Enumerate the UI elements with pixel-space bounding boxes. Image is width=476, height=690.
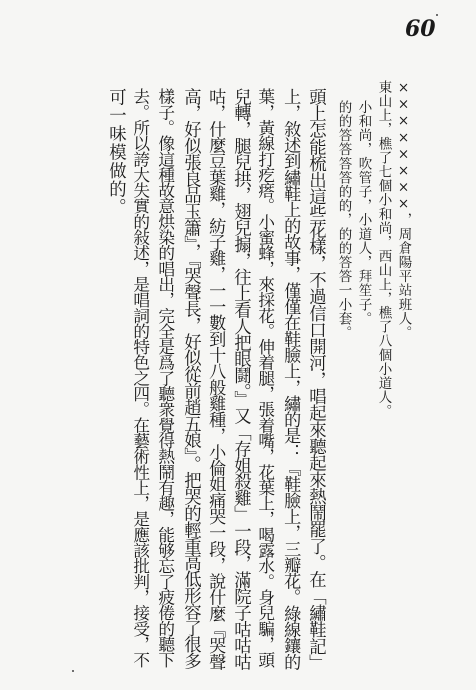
scan-speck — [72, 670, 74, 672]
scan-speck — [436, 14, 438, 16]
page-number: 60 — [405, 16, 436, 42]
verse-line-1: ××××××××，周倉陽平站班人。 — [395, 80, 412, 340]
body-line-3: 葉，黃線打疙瘩。小蜜蜂，來採花。伸着腿，張着嘴，花葉上，喝露水。身兒騙，頭 — [255, 88, 275, 668]
body-line-9: 可一味模做的。 — [105, 88, 126, 217]
verse-line-2: 東山上，樵了七個小和尚，西山上，樵了八個小道人。 — [375, 80, 392, 419]
body-line-5: 咕，什麼豆葉雞，紡子雞，一一數到十八般雞種，小倫姐痛哭一段，說什麼『哭聲 — [205, 88, 226, 670]
body-line-1: 頭上怎能梳出這些花樣，不過信口開河，唱起來聽起來熱鬧罷了。在「繡鞋記」 — [305, 88, 326, 671]
body-line-4: 兒轉，腿兒拱，翅兒搧，往上看人把眼鬪。』又「存姐殺雞」一段，滿院子咕咕咕 — [230, 88, 251, 670]
body-line-8: 去。所以誇大失實的敍述，是唱詞的特色之四。在藝術性上，是應該批判，接受，不 — [130, 88, 150, 668]
body-line-2: 上，敘述到繡鞋上的故事，僅僅在鞋臉上，繡的是：『鞋臉上，三瓣花。綠線鑲的 — [280, 88, 301, 670]
body-line-7: 樣子。像這種故意烘染的唱出，完全是爲了聽衆覺得熱鬧有趣，能够忘了疲倦的聽下 — [155, 88, 175, 668]
verse-line-3: 小和尚，吹管子，小道人，拜笙子。 — [355, 100, 372, 326]
verse-line-4: 的的答答答答的的，的的答答一小套。 — [335, 100, 352, 340]
body-line-6: 高，好似張良品玉簫』，『哭聲長，好似從前趙五娘』。把哭的輕重高低形容了很多 — [180, 88, 201, 669]
